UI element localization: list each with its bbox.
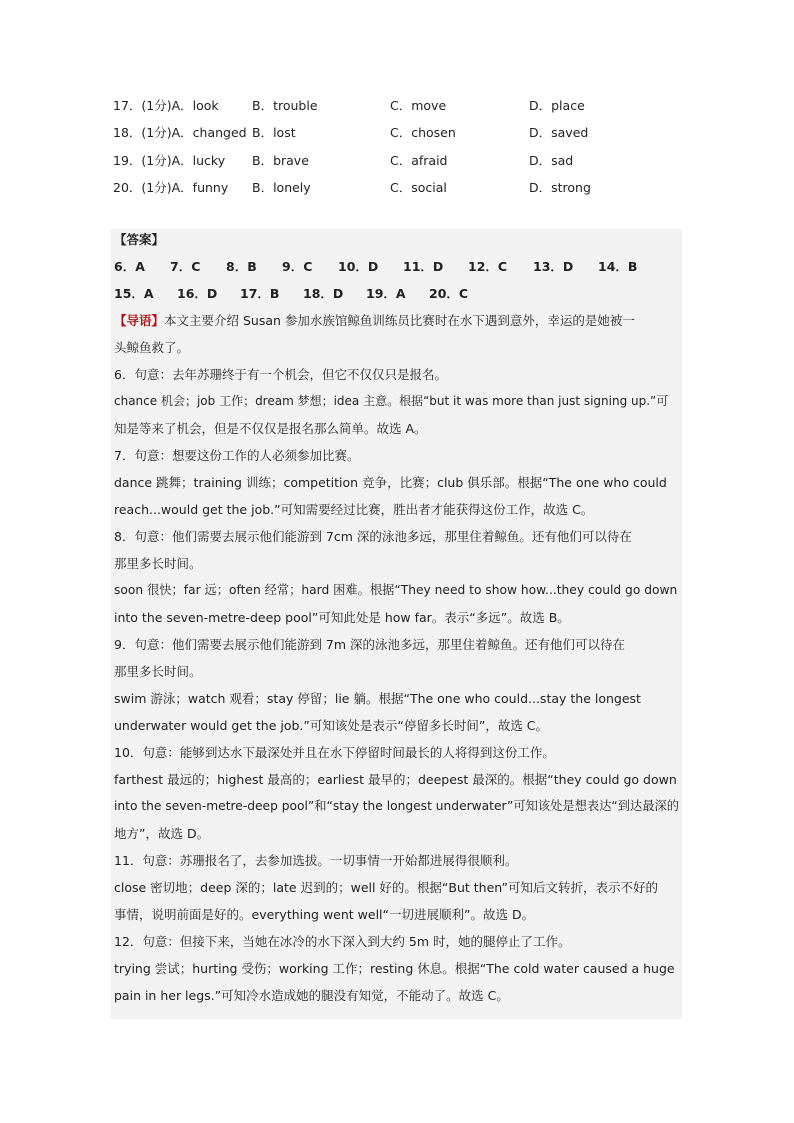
answer-key: 6．A — [114, 259, 145, 274]
explanation-line: into the seven-metre-deep pool”和“stay the longest underwater”可知该处是想表达“到达最深的 — [114, 799, 679, 813]
option-c: C．chosen — [390, 125, 456, 141]
answer-key: 17．B — [240, 286, 280, 301]
explanation-line: soon 很快；far 远；often 经常；hard 困难。根据“They need to show how...they could go down — [114, 583, 678, 597]
option-c: C．afraid — [390, 152, 448, 168]
guide-line-1 — [114, 307, 635, 334]
option-b: B．trouble — [252, 98, 318, 113]
answer-key: 15．A — [114, 286, 154, 301]
explanation-line: 11．句意：苏珊报名了，去参加选拔。一切事情一开始都进展得很顺利。 — [114, 853, 518, 868]
answer-keys-row-2 — [114, 280, 468, 307]
explanation-line: into the seven-metre-deep pool”可知此处是 how far。表示“多远”。故选 B。 — [114, 610, 570, 625]
question-row-18 — [113, 119, 693, 146]
option-b: B．lost — [252, 125, 296, 141]
question-label: 17．(1分)A．look — [113, 98, 219, 113]
question-label: 19．(1分)A．lucky — [113, 152, 226, 168]
answer-key: 13．D — [533, 259, 574, 274]
question-row-17 — [113, 92, 693, 119]
answer-key: 8．B — [226, 259, 257, 274]
explanation-line: 事情，说明前面是好的。everything went well“一切进展顺利”。故选 D。 — [114, 907, 535, 922]
guide-line-2: 头鲸鱼救了。 — [114, 340, 190, 355]
explanation-line: 6．句意：去年苏珊终于有一个机会，但它不仅仅只是报名。 — [114, 367, 447, 382]
explanation-line: farthest 最远的；highest 最高的；earliest 最早的；deepest 最深的。根据“they could go down — [114, 772, 677, 787]
explanation-line: underwater would get the job.”可知该处是表示“停留多长时间”，故选 C。 — [114, 718, 549, 733]
explanation-line: 10．句意：能够到达水下最深处并且在水下停留时间最长的人将得到这份工作。 — [114, 745, 555, 760]
option-d: D．strong — [529, 179, 591, 195]
question-label: 18．(1分)A．changed — [113, 125, 247, 141]
explanation-line: dance 跳舞；training 训练；competition 竞争，比赛；club 俱乐部。根据“The one who could — [114, 475, 667, 490]
answer-key: 19．A — [366, 286, 406, 301]
question-row-19 — [113, 147, 693, 174]
answer-keys-row-1 — [114, 253, 637, 280]
guide-text: 本文主要介绍 Susan 参加水族馆鲸鱼训练员比赛时在水下遇到意外，幸运的是她被一 — [164, 313, 635, 328]
explanation-line: pain in her legs.”可知冷水造成她的腿没有知觉，不能动了。故选 C。 — [114, 988, 509, 1003]
answer-key: 20．C — [429, 286, 469, 301]
answer-section — [111, 229, 682, 1019]
explanation-line: 12．句意：但接下来，当她在冰冷的水下深入到大约 5m 时，她的腿停止了工作。 — [114, 934, 571, 949]
answer-key: 11．D — [403, 259, 444, 274]
guide-tag: 【导语】 — [114, 313, 165, 328]
explanation-line: 知是等来了机会，但是不仅仅是报名那么简单。故选 A。 — [114, 421, 427, 436]
explanation-line: 7．句意：想要这份工作的人必须参加比赛。 — [114, 448, 360, 463]
explanation-line: swim 游泳；watch 观看；stay 停留；lie 躺。根据“The one who could...stay the longest — [114, 691, 641, 706]
option-b: B．lonely — [252, 179, 311, 195]
answer-key: 14．B — [598, 259, 638, 274]
option-d: D．saved — [529, 125, 589, 141]
explanation-line: 那里多长时间。 — [114, 556, 202, 571]
explanation-line: 那里多长时间。 — [114, 664, 202, 679]
explanation-line: 地方”，故选 D。 — [114, 826, 210, 841]
question-label: 20．(1分)A．funny — [113, 179, 229, 195]
explanation-line: chance 机会；job 工作；dream 梦想；idea 主意。根据“but it was more than just signing up.”可 — [114, 394, 669, 408]
answer-key: 10．D — [338, 259, 379, 274]
option-d: D．place — [529, 98, 585, 113]
answer-key: 12．C — [468, 259, 508, 274]
answer-key: 18．D — [303, 286, 344, 301]
answer-header: 【答案】 — [114, 232, 165, 247]
answer-key: 16．D — [177, 286, 218, 301]
explanation-line: close 密切地；deep 深的；late 迟到的；well 好的。根据“But then”可知后文转折，表示不好的 — [114, 880, 659, 895]
answer-key: 7．C — [170, 259, 201, 274]
explanation-line: 8．句意：他们需要去展示他们能游到 7cm 深的泳池多远，那里住着鲸鱼。还有他们可以待在 — [114, 529, 632, 544]
explanation-line: trying 尝试；hurting 受伤；working 工作；resting 休息。根据“The cold water caused a huge — [114, 961, 675, 976]
explanation-line: 9．句意：他们需要去展示他们能游到 7m 深的泳池多远，那里住着鲸鱼。还有他们可以待在 — [114, 637, 626, 652]
option-d: D．sad — [529, 152, 574, 168]
answer-key: 9．C — [282, 259, 313, 274]
option-c: C．social — [390, 179, 447, 195]
explanation-line: reach...would get the job.”可知需要经过比赛，胜出者才能获得这份工作，故选 C。 — [114, 502, 594, 517]
question-row-20 — [113, 174, 693, 201]
option-c: C．move — [390, 98, 447, 113]
option-b: B．brave — [252, 152, 309, 168]
options-list — [113, 92, 693, 201]
